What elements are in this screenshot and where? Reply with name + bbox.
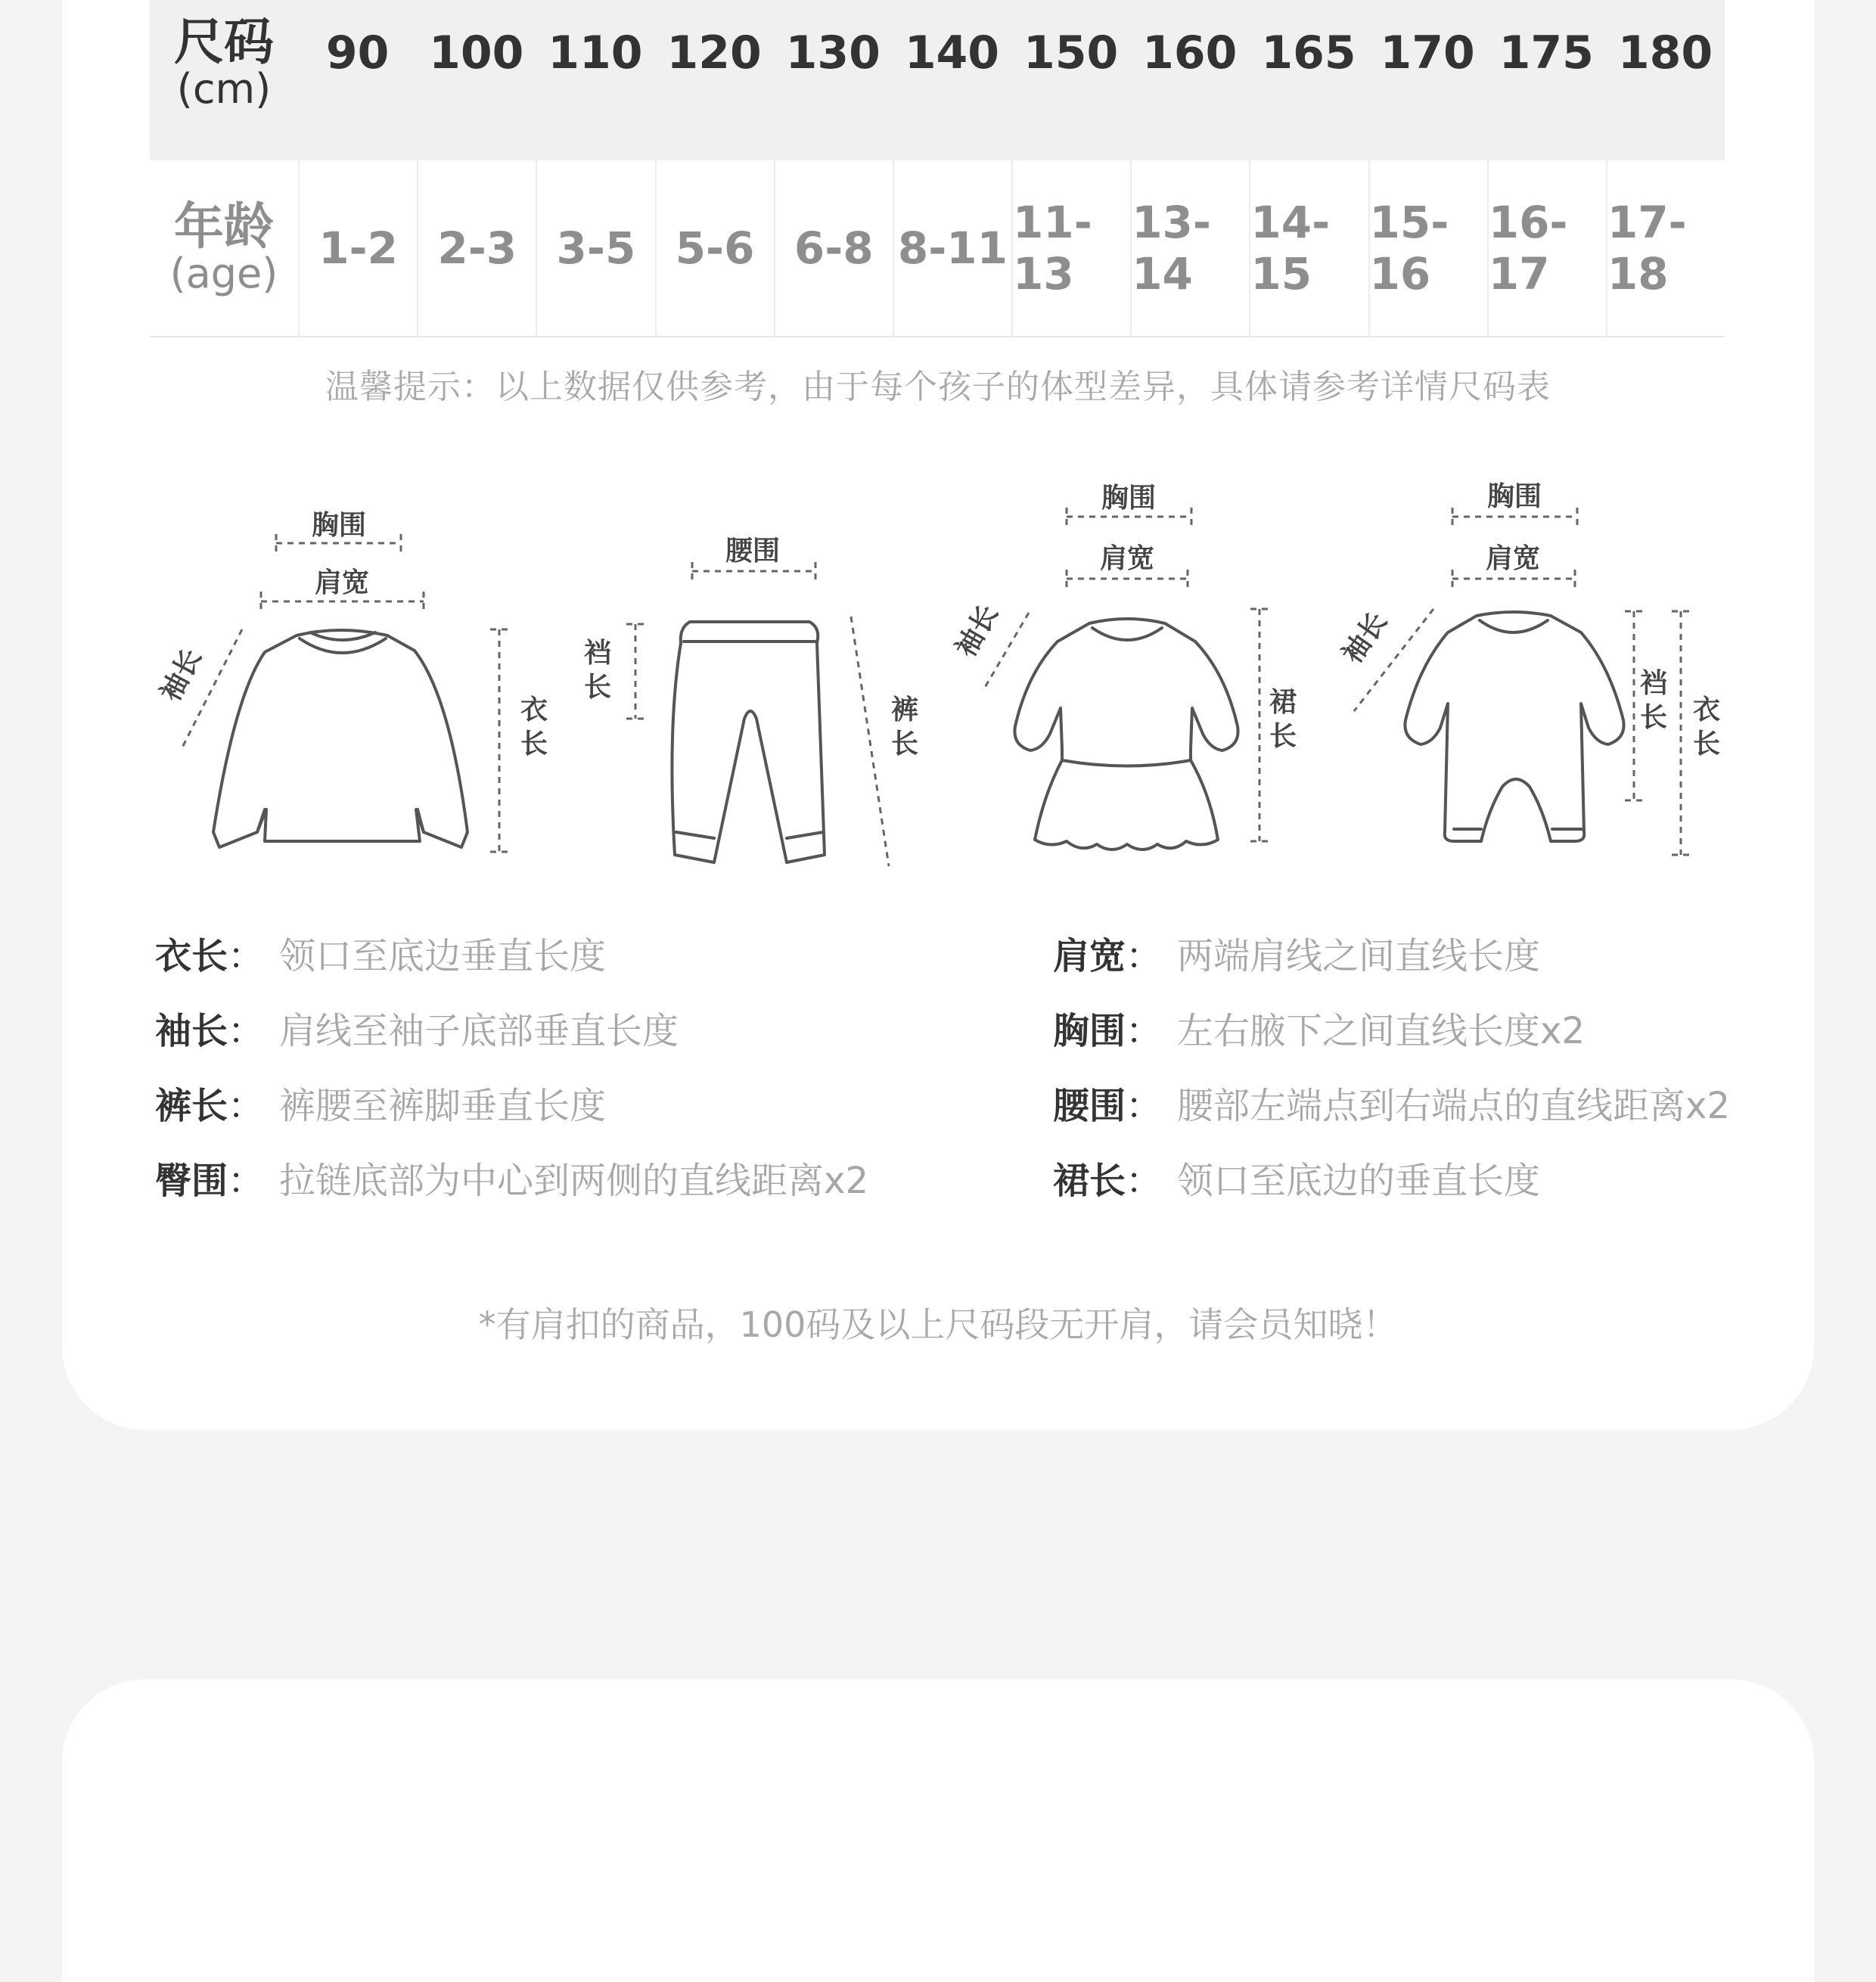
definition-item: [155, 927, 868, 1002]
definition-term: 肩宽: [1053, 935, 1126, 977]
definition-description: 腰部左端点到右端点的直线距离x2: [1177, 1085, 1730, 1127]
age-cells: [298, 160, 1725, 336]
top-chest-label: 胸围: [311, 510, 367, 541]
definition-item: [155, 1151, 868, 1226]
romper-chest-label: 胸围: [1486, 481, 1542, 512]
romper-drawing: [1405, 612, 1623, 841]
top-sleeve-label: 袖长: [154, 644, 208, 707]
definition-item: [155, 1076, 868, 1151]
definitions-right-column: [1053, 927, 1730, 1226]
dress-chest-label: 胸围: [1101, 483, 1157, 514]
age-cell: 17-18: [1606, 160, 1725, 336]
dress-drawing: [1014, 619, 1238, 850]
dress-length-label-1: 裙: [1269, 687, 1297, 718]
definition-colon: ：: [228, 1160, 265, 1202]
pants-drawing: [672, 622, 825, 862]
definition-description: 拉链底部为中心到两侧的直线距离x2: [279, 1160, 868, 1202]
size-cell: 140: [904, 26, 1000, 79]
size-cell: 180: [1617, 26, 1713, 79]
romper-rise-label-1: 裆: [1639, 668, 1668, 699]
size-cells: [298, 0, 1725, 160]
size-cell: 160: [1142, 26, 1238, 79]
definition-colon: ：: [228, 935, 265, 977]
pants-rise-label-2: 长: [583, 672, 612, 703]
sweatshirt-drawing: [213, 630, 467, 847]
dress-shoulder-label: 肩宽: [1099, 543, 1155, 574]
pants-waist-label: 腰围: [725, 536, 781, 567]
definition-description: 肩线至袖子底部垂直长度: [279, 1010, 679, 1052]
definition-term: 袖长: [155, 1010, 228, 1052]
definition-term: 胸围: [1053, 1010, 1126, 1052]
shoulder-button-note: *有肩扣的商品，100码及以上尺码段无开肩，请会员知晓！: [478, 1304, 1398, 1345]
romper-rise-label-2: 长: [1639, 702, 1668, 733]
dress-sleeve-label: 袖长: [950, 599, 1005, 663]
definition-description: 左右腋下之间直线长度x2: [1177, 1010, 1585, 1052]
romper-shoulder-label: 肩宽: [1485, 543, 1541, 574]
definition-item: [1053, 1076, 1730, 1151]
size-table: [150, 0, 1725, 337]
measurement-illustrations: [0, 454, 1876, 908]
top-length-label-1: 衣: [520, 694, 548, 725]
romper-sleeve-label: 袖长: [1337, 607, 1394, 669]
size-cell: 130: [785, 26, 881, 79]
size-cell: 175: [1499, 26, 1594, 79]
size-cell: 120: [666, 26, 762, 79]
size-cell: 110: [548, 26, 643, 79]
age-header-label: 年龄: [174, 197, 274, 256]
definition-item: [1053, 1002, 1730, 1076]
age-cell: 11-13: [1011, 160, 1130, 336]
definition-description: 领口至底边垂直长度: [279, 935, 607, 977]
tip-text: 温馨提示：以上数据仅供参考，由于每个孩子的体型差异，具体请参考详情尺码表: [325, 368, 1551, 406]
age-cell: 13-14: [1130, 160, 1249, 336]
age-header-unit: (age): [169, 250, 278, 298]
definition-term: 腰围: [1053, 1085, 1126, 1127]
age-cell: 6-8: [774, 160, 893, 336]
pants-length-label-1: 裤: [890, 694, 919, 725]
age-row: [150, 160, 1725, 337]
definition-description: 两端肩线之间直线长度: [1177, 935, 1541, 977]
definition-colon: ：: [1126, 1010, 1163, 1052]
top-length-label-2: 长: [520, 728, 548, 760]
definition-colon: ：: [228, 1085, 265, 1127]
size-cell: 165: [1261, 26, 1356, 79]
dress-length-label-2: 长: [1269, 721, 1297, 752]
garment-diagrams: [0, 454, 1876, 908]
next-card: [62, 1679, 1814, 1982]
size-header-unit: (cm): [176, 65, 272, 113]
size-row: [150, 0, 1725, 160]
definition-colon: ：: [1126, 1085, 1163, 1127]
size-header-label: 尺码: [174, 13, 274, 71]
definition-colon: ：: [1126, 935, 1163, 977]
age-cell: 3-5: [536, 160, 654, 336]
definition-colon: ：: [1126, 1160, 1163, 1202]
age-cell: 8-11: [893, 160, 1011, 336]
definition-term: 裤长: [155, 1085, 228, 1127]
age-cell: 16-17: [1487, 160, 1606, 336]
romper-length-label-2: 长: [1692, 728, 1721, 760]
definition-item: [1053, 1151, 1730, 1226]
measurement-definitions: [155, 927, 1759, 1244]
top-shoulder-label: 肩宽: [314, 567, 370, 598]
age-cell: 1-2: [298, 160, 417, 336]
age-cell: 5-6: [655, 160, 774, 336]
size-cell: 100: [429, 26, 524, 79]
definition-term: 裙长: [1053, 1160, 1126, 1202]
size-cell: 150: [1023, 26, 1119, 79]
definition-colon: ：: [228, 1010, 265, 1052]
definition-term: 臀围: [155, 1160, 228, 1202]
definitions-left-column: [155, 927, 868, 1226]
definition-item: [1053, 927, 1730, 1002]
age-cell: 2-3: [417, 160, 536, 336]
definition-term: 衣长: [155, 935, 228, 977]
pants-rise-label-1: 裆: [583, 638, 612, 669]
pants-length-label-2: 长: [890, 728, 919, 760]
age-row-header: [150, 160, 298, 336]
size-cell: 170: [1380, 26, 1475, 79]
age-cell: 14-15: [1249, 160, 1368, 336]
definition-description: 领口至底边的垂直长度: [1177, 1160, 1541, 1202]
size-cell: 90: [325, 26, 390, 79]
romper-length-label-1: 衣: [1692, 694, 1721, 725]
definition-description: 裤腰至裤脚垂直长度: [279, 1085, 607, 1127]
age-cell: 15-16: [1368, 160, 1487, 336]
definition-item: [155, 1002, 868, 1076]
size-row-header: [150, 0, 298, 144]
